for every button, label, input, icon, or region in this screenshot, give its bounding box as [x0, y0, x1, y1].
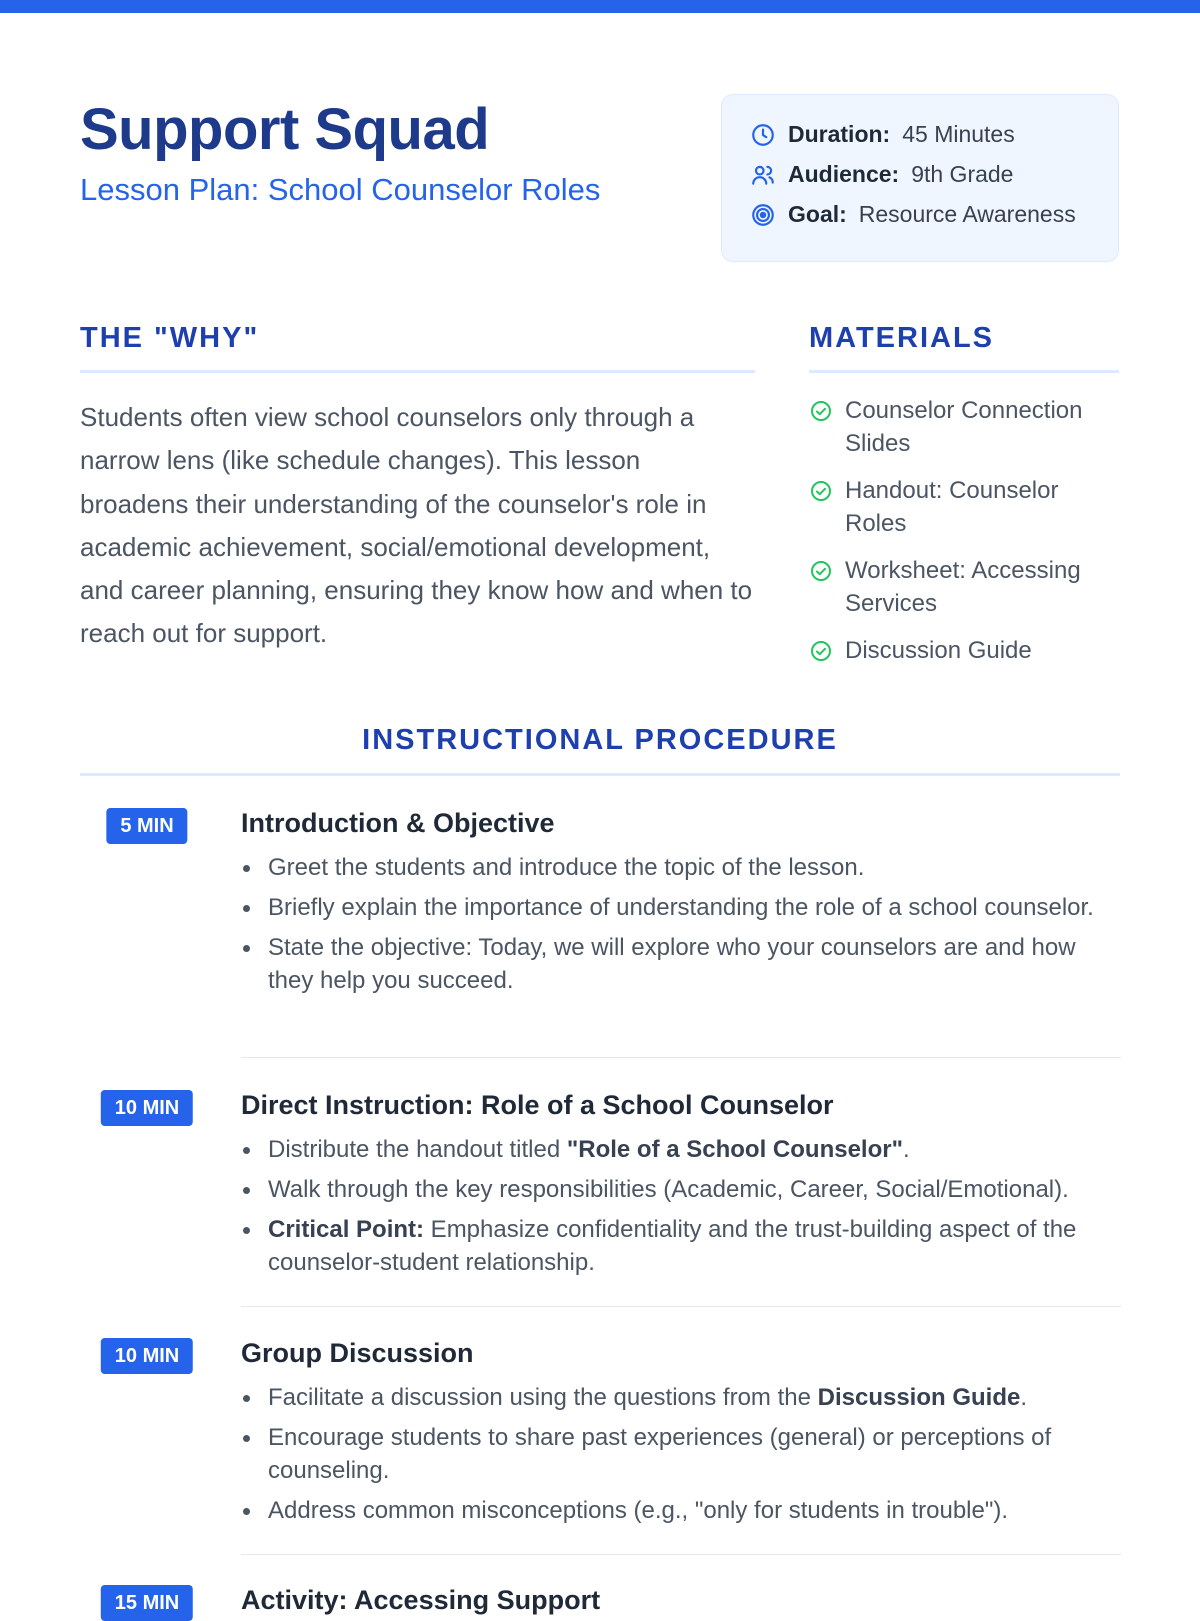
materials-divider [809, 370, 1119, 373]
page-subtitle: Lesson Plan: School Counselor Roles [80, 172, 601, 207]
target-icon [750, 202, 776, 228]
page-title: Support Squad [80, 97, 490, 162]
step-separator [241, 1057, 1121, 1058]
check-circle-icon [809, 479, 833, 503]
step-title: Activity: Accessing Support [241, 1585, 601, 1615]
procedure-divider [80, 773, 1120, 776]
material-item [809, 554, 1119, 620]
material-item-label: Worksheet: Accessing Services [845, 557, 1081, 617]
step-title: Direct Instruction: Role of a School Counselor [241, 1090, 834, 1120]
material-item [809, 634, 1119, 667]
step-bullet: Address common misconceptions (e.g., "only for students in trouble"). [241, 1494, 1121, 1527]
step-time-badge: 10 MIN [101, 1338, 193, 1374]
clock-icon [750, 122, 776, 148]
lesson-meta-card [721, 94, 1119, 262]
audience-value: 9th Grade [911, 161, 1014, 187]
goal-value: Resource Awareness [858, 201, 1076, 227]
step-time-badge: 10 MIN [101, 1090, 193, 1126]
meta-duration-row [750, 121, 1015, 148]
material-item [809, 394, 1119, 460]
duration-label: Duration: [788, 121, 891, 147]
goal-label: Goal: [788, 201, 847, 227]
check-circle-icon [809, 559, 833, 583]
materials-heading: MATERIALS [809, 322, 995, 354]
step-bullet: Distribute the handout titled "Role of a School Counselor". [241, 1133, 1121, 1166]
procedure-heading: INSTRUCTIONAL PROCEDURE [362, 724, 838, 756]
why-divider [80, 370, 755, 373]
users-icon [750, 162, 776, 188]
check-circle-icon [809, 399, 833, 423]
audience-label: Audience: [788, 161, 900, 187]
material-item-label: Counselor Connection Slides [845, 397, 1083, 457]
step-bullet: Encourage students to share past experiences (general) or perceptions of counseling. [241, 1421, 1121, 1487]
meta-goal-row [750, 201, 1076, 228]
step-time-badge: 15 MIN [101, 1585, 193, 1621]
duration-value: 45 Minutes [902, 121, 1015, 147]
step-bullet-list [241, 1381, 1121, 1534]
step-bullet: Briefly explain the importance of understanding the role of a school counselor. [241, 891, 1121, 924]
step-title: Introduction & Objective [241, 808, 555, 838]
why-heading: THE "WHY" [80, 322, 260, 354]
step-bullet: Facilitate a discussion using the questions from the Discussion Guide. [241, 1381, 1121, 1414]
step-separator [241, 1554, 1121, 1555]
check-circle-icon [809, 639, 833, 663]
top-accent-bar [0, 0, 1200, 13]
step-time-badge: 5 MIN [106, 808, 187, 844]
step-bullet-list [241, 851, 1121, 1004]
step-bullet: Walk through the key responsibilities (Academic, Career, Social/Emotional). [241, 1173, 1121, 1206]
step-bullet: State the objective: Today, we will explore who your counselors are and how they help you succeed. [241, 931, 1121, 997]
material-item [809, 474, 1119, 540]
material-item-label: Discussion Guide [845, 637, 1032, 664]
step-separator [241, 1306, 1121, 1307]
why-paragraph: Students often view school counselors only through a narrow lens (like schedule changes). This lesson broadens their understanding of the counselor's role in academic achievement, social/emotional development, and career planning, ensuring they know how and when to reach out for support. [80, 402, 753, 649]
meta-audience-row [750, 161, 1013, 188]
step-bullet: Critical Point: Emphasize confidentiality and the trust-building aspect of the counselor-student relationship. [241, 1213, 1121, 1279]
step-bullet-list [241, 1133, 1121, 1286]
step-title: Group Discussion [241, 1338, 474, 1368]
material-item-label: Handout: Counselor Roles [845, 477, 1059, 537]
step-bullet: Greet the students and introduce the topic of the lesson. [241, 851, 1121, 884]
